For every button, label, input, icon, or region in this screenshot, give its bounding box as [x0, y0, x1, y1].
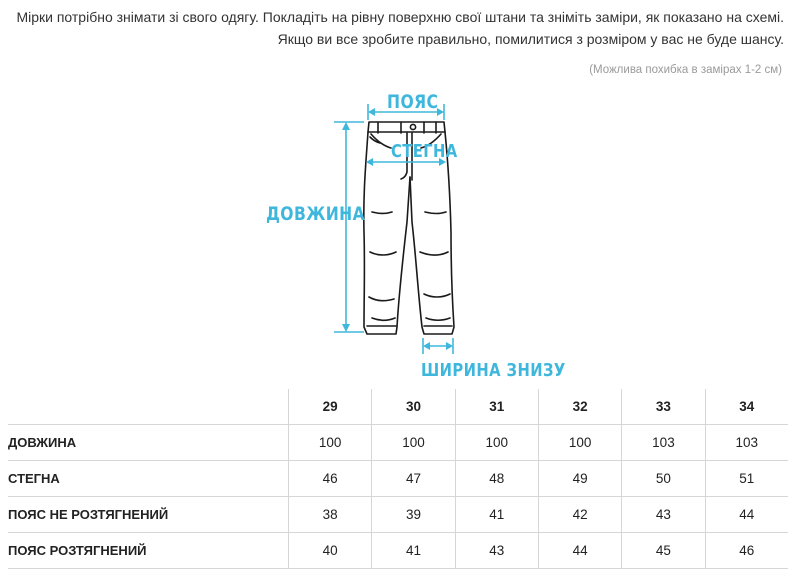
size-30: 30: [372, 389, 455, 425]
size-29: 29: [288, 389, 371, 425]
hips-label: СТЕГНА: [391, 141, 458, 162]
table-cell: 46: [705, 533, 788, 569]
measurement-error-note: (Можлива похибка в замірах 1-2 см): [589, 64, 782, 76]
table-cell: 43: [455, 533, 538, 569]
size-33: 33: [622, 389, 705, 425]
table-cell: 40: [288, 533, 371, 569]
header-empty-cell: [8, 389, 288, 425]
table-row-length: [8, 425, 788, 461]
table-cell: 50: [622, 461, 705, 497]
table-cell: 100: [372, 425, 455, 461]
table-cell: 49: [538, 461, 621, 497]
pants-outline-icon: [0, 82, 800, 382]
size-32: 32: [538, 389, 621, 425]
table-cell: 103: [622, 425, 705, 461]
intro-text: [4, 6, 784, 50]
table-cell: 44: [538, 533, 621, 569]
table-cell: 100: [455, 425, 538, 461]
table-row-waist-stretched: [8, 533, 788, 569]
row-label: СТЕГНА: [8, 461, 288, 497]
intro-line-2: Якщо ви все зробите правильно, помилитися з розміром у вас не буде шансу.: [277, 31, 784, 47]
size-chart-table: [8, 389, 788, 569]
table-cell: 42: [538, 497, 621, 533]
waist-label: ПОЯС: [387, 91, 439, 113]
table-cell: 45: [622, 533, 705, 569]
table-cell: 38: [288, 497, 371, 533]
table-cell: 103: [705, 425, 788, 461]
table-cell: 100: [538, 425, 621, 461]
length-label: ДОВЖИНА: [266, 203, 366, 225]
table-cell: 47: [372, 461, 455, 497]
size-34: 34: [705, 389, 788, 425]
pants-measurement-diagram: [0, 82, 800, 382]
size-header-row: [8, 389, 788, 425]
table-cell: 46: [288, 461, 371, 497]
table-cell: 43: [622, 497, 705, 533]
table-cell: 51: [705, 461, 788, 497]
size-31: 31: [455, 389, 538, 425]
table-cell: 100: [288, 425, 371, 461]
intro-line-1: Мірки потрібно знімати зі свого одягу. Покладіть на рівну поверхню свої штани та зніміть заміри, як показано на схемі.: [16, 9, 784, 25]
row-label: ДОВЖИНА: [8, 425, 288, 461]
table-cell: 41: [372, 533, 455, 569]
row-label: ПОЯС РОЗТЯГНЕНИЙ: [8, 533, 288, 569]
table-row-hips: [8, 461, 788, 497]
table-cell: 48: [455, 461, 538, 497]
table-cell: 39: [372, 497, 455, 533]
table-cell: 44: [705, 497, 788, 533]
table-cell: 41: [455, 497, 538, 533]
row-label: ПОЯС НЕ РОЗТЯГНЕНИЙ: [8, 497, 288, 533]
table-row-waist-relaxed: [8, 497, 788, 533]
bottom-width-label: ШИРИНА ЗНИЗУ: [421, 360, 566, 381]
